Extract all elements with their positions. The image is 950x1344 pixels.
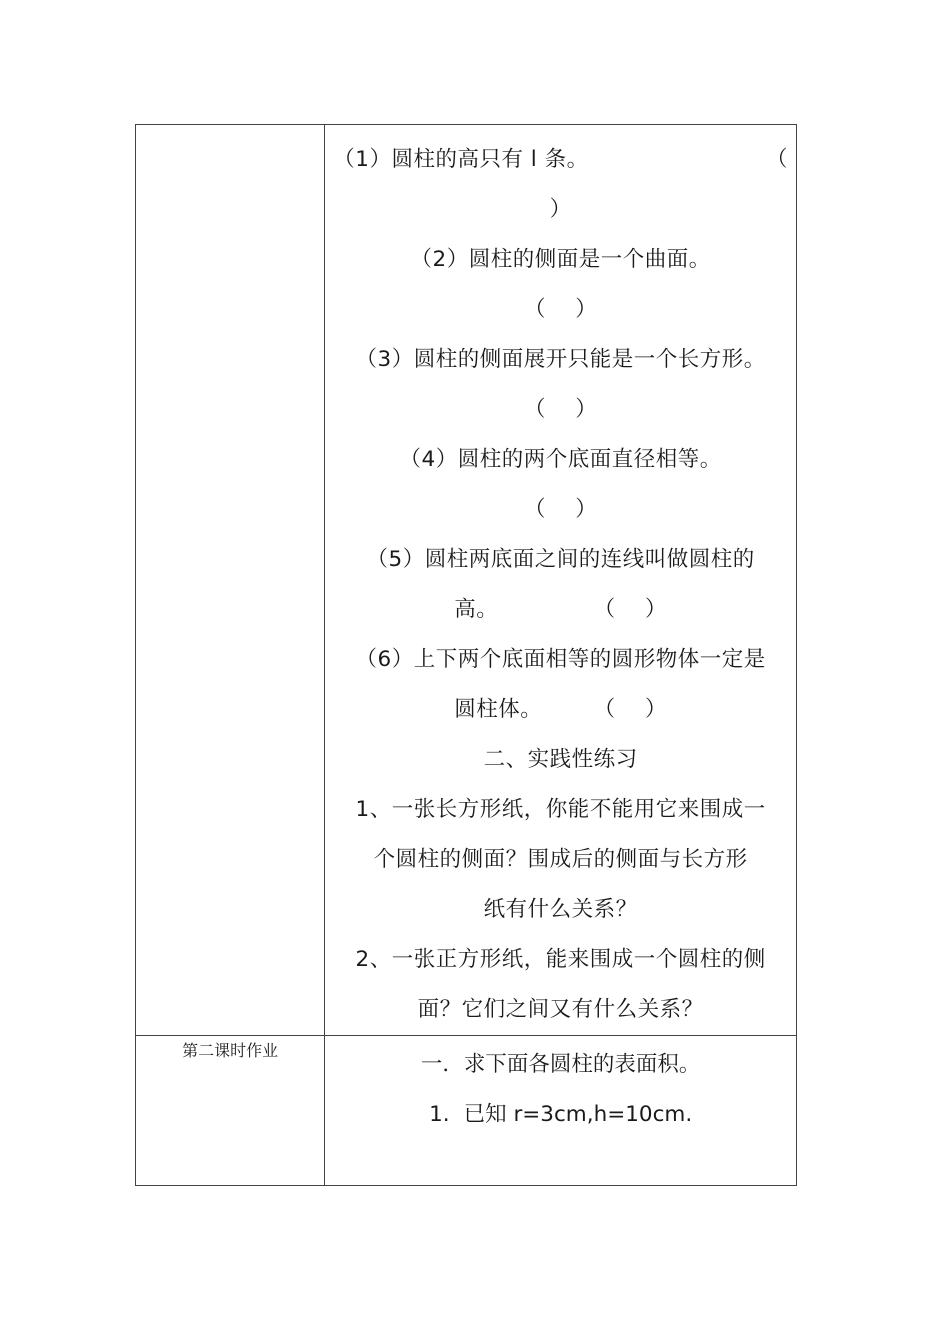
question-4: （4）圆柱的两个底面直径相等。 xyxy=(399,447,722,472)
practice-heading: 二、实践性练习 xyxy=(483,747,638,772)
item-1-text: 已知 r=3cm,h=10cm. xyxy=(463,1102,693,1127)
question-2: （2）圆柱的侧面是一个曲面。 xyxy=(410,247,711,272)
table-row xyxy=(136,1036,797,1186)
table-row xyxy=(136,125,797,1036)
right-cell-surface-area xyxy=(325,1036,797,1186)
practice-2-line-1: 2、一张正方形纸，能来围成一个圆柱的侧 xyxy=(355,947,766,972)
question-5-line-2: 高。 （ ） xyxy=(454,597,667,622)
right-cell-exercises xyxy=(325,125,797,1036)
practice-1-line-3: 纸有什么关系？ xyxy=(483,897,638,922)
surface-area-item-1 xyxy=(333,1090,788,1140)
practice-2-line-2: 面？它们之间又有什么关系？ xyxy=(417,997,704,1022)
question-5-line-1: （5）圆柱两底面之间的连线叫做圆柱的 xyxy=(366,547,755,572)
question-2-blank: （ ） xyxy=(523,297,598,322)
section-label: 第二课时作业 xyxy=(182,1041,279,1060)
homework-table xyxy=(135,124,797,1186)
surface-area-heading: 一．求下面各圆柱的表面积。 xyxy=(420,1052,701,1077)
practice-1-line-1: 1、一张长方形纸，你能不能用它来围成一 xyxy=(355,797,766,822)
question-1 xyxy=(333,135,788,185)
question-1-text: （1）圆柱的高只有 l 条。 xyxy=(333,147,589,172)
practice-1-line-2: 个圆柱的侧面？围成后的侧面与长方形 xyxy=(373,847,748,872)
question-4-blank: （ ） xyxy=(523,497,598,522)
question-1-close-paren: ） xyxy=(549,197,572,222)
left-cell-empty xyxy=(136,125,325,1036)
left-cell-label xyxy=(136,1036,325,1186)
question-3-blank: （ ） xyxy=(523,397,598,422)
exercise-content xyxy=(325,125,796,1035)
surface-area-content xyxy=(325,1036,796,1140)
question-6-line-1: （6）上下两个底面相等的圆形物体一定是 xyxy=(355,647,766,672)
question-3: （3）圆柱的侧面展开只能是一个长方形。 xyxy=(355,347,766,372)
question-1-open-paren: （ xyxy=(765,147,788,172)
question-6-line-2: 圆柱体。 （ ） xyxy=(454,697,667,722)
item-1-number: 1. xyxy=(429,1102,450,1127)
